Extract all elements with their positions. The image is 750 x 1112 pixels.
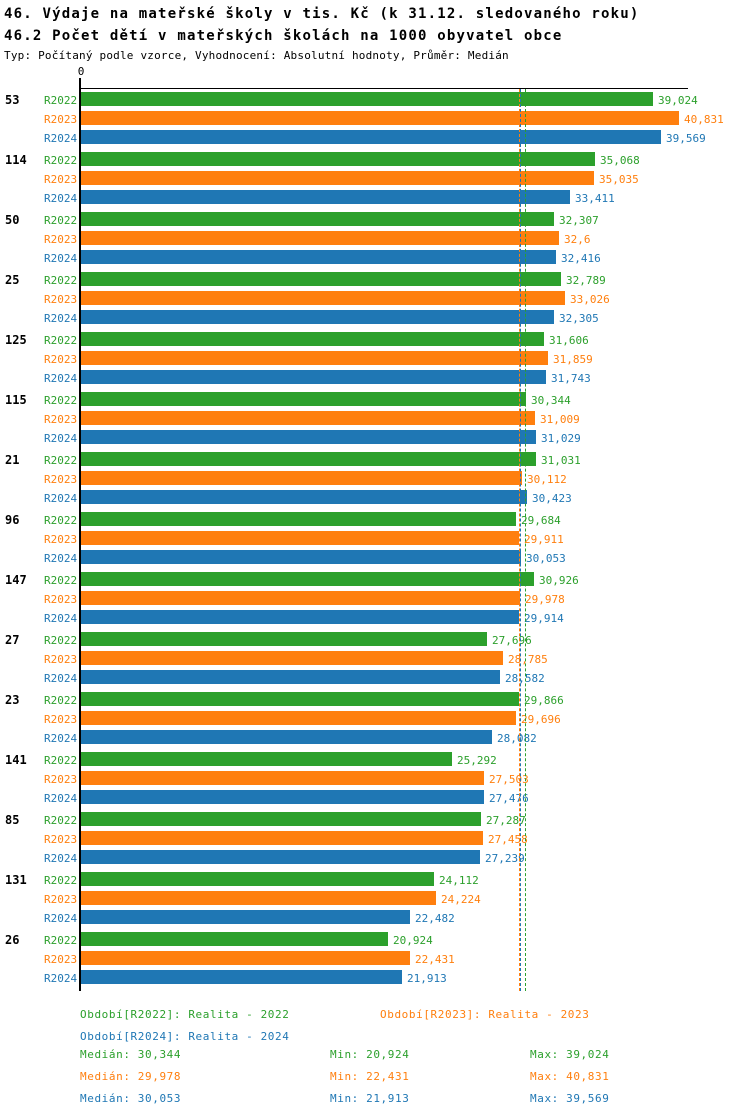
bar-value-label: 35,035 [599, 173, 639, 186]
bar-value-label: 40,831 [684, 113, 724, 126]
bar-value-label: 20,924 [393, 934, 433, 947]
series-label-r2022: R2022 [44, 934, 78, 947]
series-label-r2024: R2024 [44, 132, 78, 145]
legend-median-r2023: Medián: 29,978 [80, 1070, 182, 1083]
bar-value-label: 29,696 [521, 713, 561, 726]
bar-r2024 [81, 550, 521, 564]
chart-title-line1: 46. Výdaje na mateřské školy v tis. Kč (k 31.12. sledovaného roku) [4, 6, 640, 22]
bar-r2024 [81, 310, 554, 324]
legend-period-r2024: Období[R2024]: Realita - 2024 [80, 1030, 290, 1043]
series-label-r2022: R2022 [44, 574, 78, 587]
bar-value-label: 35,068 [600, 154, 640, 167]
bar-value-label: 22,482 [415, 912, 455, 925]
x-axis-line [80, 88, 688, 89]
bar-value-label: 30,053 [526, 552, 566, 565]
bar-r2024 [81, 670, 500, 684]
bar-r2022 [81, 452, 536, 466]
bar-value-label: 31,031 [541, 454, 581, 467]
bar-r2023 [81, 711, 516, 725]
bar-r2022 [81, 392, 526, 406]
legend-period-r2023: Období[R2023]: Realita - 2023 [380, 1008, 590, 1021]
bar-value-label: 28,582 [505, 672, 545, 685]
series-label-r2022: R2022 [44, 694, 78, 707]
series-label-r2023: R2023 [44, 833, 78, 846]
chart-title-line2: 46.2 Počet dětí v mateřských školách na 1000 obyvatel obce [4, 28, 563, 44]
bar-value-label: 24,112 [439, 874, 479, 887]
category-label: 114 [5, 153, 27, 167]
series-label-r2022: R2022 [44, 754, 78, 767]
series-label-r2023: R2023 [44, 353, 78, 366]
bar-value-label: 27,696 [492, 634, 532, 647]
bar-r2024 [81, 370, 546, 384]
bar-r2023 [81, 411, 535, 425]
bar-r2022 [81, 812, 481, 826]
legend-median-r2024: Medián: 30,053 [80, 1092, 182, 1105]
bar-r2023 [81, 831, 483, 845]
series-label-r2024: R2024 [44, 552, 78, 565]
bar-r2024 [81, 250, 556, 264]
bar-r2024 [81, 190, 570, 204]
bar-value-label: 31,743 [551, 372, 591, 385]
bar-value-label: 32,789 [566, 274, 606, 287]
category-label: 25 [5, 273, 20, 287]
series-label-r2023: R2023 [44, 893, 78, 906]
bar-r2023 [81, 531, 519, 545]
bar-r2024 [81, 490, 527, 504]
bar-r2022 [81, 572, 534, 586]
legend-min-r2023: Min: 22,431 [330, 1070, 410, 1083]
series-label-r2024: R2024 [44, 732, 78, 745]
bar-value-label: 30,344 [531, 394, 571, 407]
bar-value-label: 28,082 [497, 732, 537, 745]
bar-value-label: 27,458 [488, 833, 528, 846]
series-label-r2022: R2022 [44, 154, 78, 167]
bar-value-label: 21,913 [407, 972, 447, 985]
bar-r2022 [81, 332, 544, 346]
series-label-r2023: R2023 [44, 713, 78, 726]
bar-value-label: 30,423 [532, 492, 572, 505]
bar-r2022 [81, 632, 487, 646]
category-label: 131 [5, 873, 27, 887]
bar-value-label: 28,785 [508, 653, 548, 666]
bar-r2024 [81, 850, 480, 864]
bar-value-label: 30,112 [527, 473, 567, 486]
series-label-r2024: R2024 [44, 372, 78, 385]
legend-max-r2023: Max: 40,831 [530, 1070, 610, 1083]
bar-value-label: 31,009 [540, 413, 580, 426]
category-label: 23 [5, 693, 20, 707]
category-label: 85 [5, 813, 20, 827]
bar-value-label: 29,978 [525, 593, 565, 606]
category-label: 26 [5, 933, 20, 947]
series-label-r2022: R2022 [44, 454, 78, 467]
bar-r2022 [81, 932, 388, 946]
bar-value-label: 32,305 [559, 312, 599, 325]
bar-r2022 [81, 272, 561, 286]
bar-r2022 [81, 152, 595, 166]
series-label-r2024: R2024 [44, 252, 78, 265]
series-label-r2022: R2022 [44, 274, 78, 287]
bar-r2023 [81, 471, 522, 485]
bar-r2024 [81, 910, 410, 924]
series-label-r2024: R2024 [44, 792, 78, 805]
bar-r2024 [81, 610, 519, 624]
series-label-r2023: R2023 [44, 233, 78, 246]
bar-value-label: 39,024 [658, 94, 698, 107]
bar-r2023 [81, 951, 410, 965]
bar-r2024 [81, 790, 484, 804]
bar-value-label: 32,6 [564, 233, 591, 246]
bar-r2024 [81, 970, 402, 984]
bar-r2023 [81, 891, 436, 905]
legend-max-r2022: Max: 39,024 [530, 1048, 610, 1061]
bar-value-label: 32,307 [559, 214, 599, 227]
bar-r2023 [81, 111, 679, 125]
bar-value-label: 25,292 [457, 754, 497, 767]
series-label-r2022: R2022 [44, 814, 78, 827]
series-label-r2024: R2024 [44, 192, 78, 205]
category-label: 115 [5, 393, 27, 407]
bar-r2023 [81, 651, 503, 665]
bar-value-label: 31,859 [553, 353, 593, 366]
category-label: 141 [5, 753, 27, 767]
series-label-r2024: R2024 [44, 912, 78, 925]
series-label-r2023: R2023 [44, 173, 78, 186]
legend-period-r2022: Období[R2022]: Realita - 2022 [80, 1008, 290, 1021]
chart-meta: Typ: Počítaný podle vzorce, Vyhodnocení: Absolutní hodnoty, Průměr: Medián [4, 49, 509, 62]
bar-value-label: 30,926 [539, 574, 579, 587]
series-label-r2022: R2022 [44, 394, 78, 407]
bar-value-label: 31,606 [549, 334, 589, 347]
median-line-r2022 [525, 89, 526, 991]
bar-r2023 [81, 351, 548, 365]
bar-value-label: 27,239 [485, 852, 525, 865]
series-label-r2022: R2022 [44, 514, 78, 527]
series-label-r2023: R2023 [44, 473, 78, 486]
series-label-r2023: R2023 [44, 953, 78, 966]
series-label-r2023: R2023 [44, 413, 78, 426]
bar-value-label: 27,503 [489, 773, 529, 786]
series-label-r2024: R2024 [44, 852, 78, 865]
series-label-r2022: R2022 [44, 874, 78, 887]
median-line-r2024 [520, 89, 521, 991]
bar-value-label: 29,684 [521, 514, 561, 527]
series-label-r2024: R2024 [44, 612, 78, 625]
bar-r2022 [81, 872, 434, 886]
series-label-r2022: R2022 [44, 634, 78, 647]
bar-value-label: 27,476 [489, 792, 529, 805]
series-label-r2024: R2024 [44, 672, 78, 685]
bar-r2022 [81, 92, 653, 106]
series-label-r2023: R2023 [44, 293, 78, 306]
series-label-r2023: R2023 [44, 653, 78, 666]
bar-r2022 [81, 752, 452, 766]
bar-value-label: 29,914 [524, 612, 564, 625]
series-label-r2022: R2022 [44, 334, 78, 347]
bar-value-label: 22,431 [415, 953, 455, 966]
legend-median-r2022: Medián: 30,344 [80, 1048, 182, 1061]
series-label-r2024: R2024 [44, 432, 78, 445]
category-label: 50 [5, 213, 20, 227]
legend-min-r2024: Min: 21,913 [330, 1092, 410, 1105]
bar-value-label: 29,866 [524, 694, 564, 707]
category-label: 96 [5, 513, 20, 527]
category-label: 21 [5, 453, 20, 467]
bar-r2023 [81, 591, 520, 605]
category-label: 27 [5, 633, 20, 647]
bar-r2023 [81, 231, 559, 245]
bar-r2024 [81, 130, 661, 144]
bar-value-label: 29,911 [524, 533, 564, 546]
category-label: 147 [5, 573, 27, 587]
bar-r2022 [81, 212, 554, 226]
series-label-r2023: R2023 [44, 773, 78, 786]
legend-max-r2024: Max: 39,569 [530, 1092, 610, 1105]
series-label-r2022: R2022 [44, 214, 78, 227]
bar-value-label: 39,569 [666, 132, 706, 145]
bar-value-label: 33,411 [575, 192, 615, 205]
bar-r2024 [81, 730, 492, 744]
bar-value-label: 24,224 [441, 893, 481, 906]
category-label: 53 [5, 93, 20, 107]
x-axis-zero-label: 0 [77, 65, 85, 78]
bar-value-label: 27,287 [486, 814, 526, 827]
series-label-r2023: R2023 [44, 593, 78, 606]
bar-value-label: 32,416 [561, 252, 601, 265]
series-label-r2023: R2023 [44, 533, 78, 546]
bar-r2023 [81, 771, 484, 785]
series-label-r2022: R2022 [44, 94, 78, 107]
bar-r2022 [81, 512, 516, 526]
series-label-r2024: R2024 [44, 972, 78, 985]
bar-r2023 [81, 291, 565, 305]
bar-value-label: 31,029 [541, 432, 581, 445]
legend-min-r2022: Min: 20,924 [330, 1048, 410, 1061]
category-label: 125 [5, 333, 27, 347]
series-label-r2024: R2024 [44, 492, 78, 505]
bar-r2022 [81, 692, 519, 706]
series-label-r2024: R2024 [44, 312, 78, 325]
bar-r2023 [81, 171, 594, 185]
bar-r2024 [81, 430, 536, 444]
series-label-r2023: R2023 [44, 113, 78, 126]
bar-value-label: 33,026 [570, 293, 610, 306]
